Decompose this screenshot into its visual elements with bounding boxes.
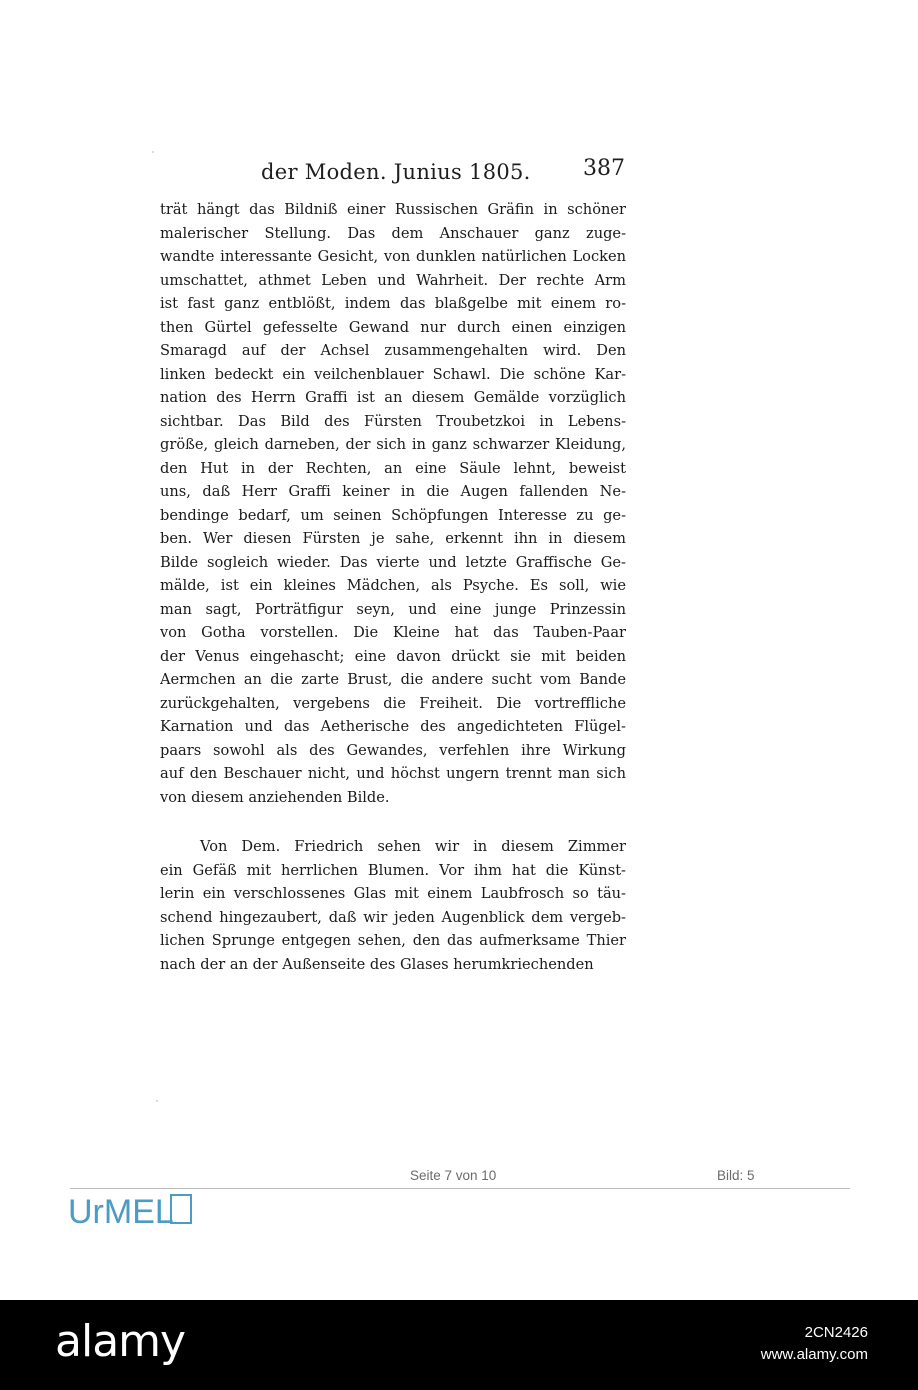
text-line: nation des Herrn Graffi ist an diesem Gemälde vorzüglich [160, 389, 626, 406]
text-line: den Hut in der Rechten, an eine Säule lehnt, beweist [160, 459, 626, 477]
image-id: 2CN2426 [804, 1324, 868, 1341]
text-line: schend hingezaubert, daß wir jeden Augenblick dem vergeb- [160, 908, 626, 926]
text-line: uns, daß Herr Graffi keiner in die Augen fallenden Ne- [160, 483, 626, 500]
running-title: der Moden. Junius 1805. [261, 160, 531, 184]
scan-speck [156, 1100, 158, 1102]
text-line: größe, gleich darneben, der sich in ganz schwarzer Kleidung, [160, 436, 626, 453]
text-line: Bilde sogleich wieder. Das vierte und letzte Graffische Ge- [160, 553, 626, 571]
text-line: lichen Sprunge entgegen sehen, den das aufmerksame Thier [160, 932, 626, 949]
text-line: der Venus eingehascht; eine davon drückt sie mit beiden [160, 647, 626, 665]
text-line: zurückgehalten, vergebens die Freiheit. Die vortreffliche [160, 694, 626, 712]
text-line: Von Dem. Friedrich sehen wir in diesem Zimmer [200, 838, 626, 855]
alamy-logo: alamy [55, 1316, 186, 1367]
paragraph-1 [160, 198, 626, 809]
text-line: paars sowohl als des Gewandes, verfehlen ihre Wirkung [160, 741, 626, 759]
text-line: von Gotha vorstellen. Die Kleine hat das Tauben-Paar [160, 624, 626, 641]
svg-text:UrMEL: UrMEL [68, 1193, 174, 1230]
text-line: nach der an der Außenseite des Glases herumkriechenden [160, 955, 594, 973]
text-line: then Gürtel gefesselte Gewand nur durch einen einzigen [160, 318, 626, 336]
text-line: lerin ein verschlossenes Glas mit einem Laubfrosch so täu- [160, 885, 626, 902]
text-line: ben. Wer diesen Fürsten je sahe, erkennt ihn in diesem [160, 530, 626, 547]
text-line: von diesem anziehenden Bilde. [160, 788, 390, 806]
footer-divider [70, 1188, 850, 1189]
site-url: www.alamy.com [760, 1346, 868, 1363]
text-line: malerischer Stellung. Das dem Anschauer ganz zuge- [160, 224, 626, 242]
paragraph-2 [160, 835, 626, 976]
scan-speck [152, 151, 154, 153]
viewer-footer [0, 1160, 918, 1240]
text-line: auf den Beschauer nicht, und höchst ungern trennt man sich [160, 765, 626, 782]
text-line: Aermchen an die zarte Brust, die andere sucht vom Bande [160, 671, 626, 688]
watermark-banner [0, 1300, 918, 1390]
page-number: 387 [583, 156, 625, 181]
text-line: wandte interessante Gesicht, von dunklen natürlichen Locken [160, 248, 626, 265]
text-line: trät hängt das Bildniß einer Russischen Gräfin in schöner [160, 201, 626, 218]
text-line: mälde, ist ein kleines Mädchen, als Psyche. Es soll, wie [160, 577, 626, 594]
text-line: sichtbar. Das Bild des Fürsten Troubetzkoi in Lebens- [160, 412, 626, 430]
text-line: ein Gefäß mit herrlichen Blumen. Vor ihm hat die Künst- [160, 861, 626, 879]
running-head [255, 156, 625, 190]
text-line: umschattet, athmet Leben und Wahrheit. Der rechte Arm [160, 271, 626, 289]
urmel-logo [68, 1190, 198, 1230]
text-line: ist fast ganz entblößt, indem das blaßgelbe mit einem ro- [160, 295, 626, 312]
text-line: man sagt, Porträtfigur seyn, und eine junge Prinzessin [160, 600, 626, 618]
image-reference [761, 1322, 868, 1366]
text-line: bendinge bedarf, um seinen Schöpfungen Interesse zu ge- [160, 506, 626, 524]
text-line: Karnation und das Aetherische des angedichteten Flügel- [160, 718, 626, 735]
image-label: Bild: 5 [717, 1168, 755, 1183]
page-counter: Seite 7 von 10 [410, 1168, 497, 1183]
body-text [160, 198, 626, 976]
text-line: Smaragd auf der Achsel zusammengehalten wird. Den [160, 342, 626, 359]
text-line: linken bedeckt ein veilchenblauer Schawl. Die schöne Kar- [160, 365, 626, 383]
